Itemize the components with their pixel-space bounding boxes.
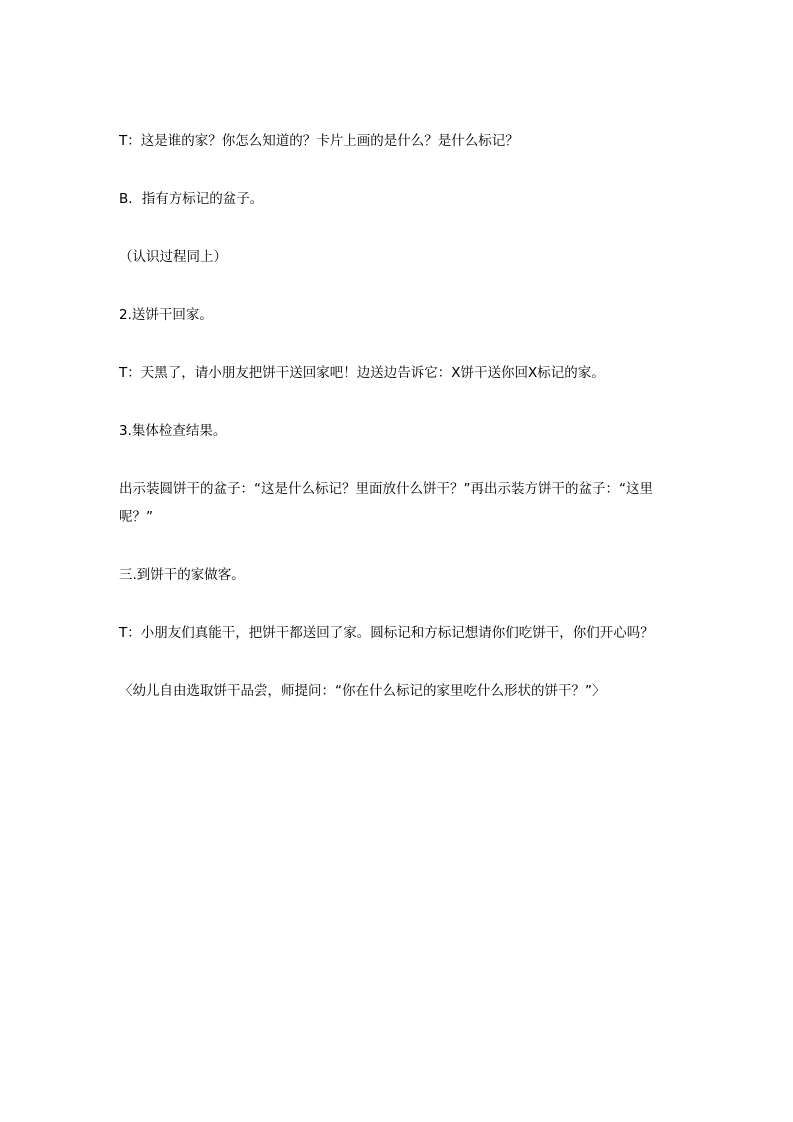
paragraph-invite-to-eat: T：小朋友们真能干，把饼干都送回了家。圆标记和方标记想请你们吃饼干，你们开心吗？ bbox=[119, 625, 654, 641]
paragraph-show-basins: 出示装圆饼干的盆子：“这是什么标记？里面放什么饼干？”再出示装方饼干的盆子：“这里呢？” bbox=[119, 481, 653, 525]
paragraph-square-mark-basin: B．指有方标记的盆子。 bbox=[119, 191, 264, 207]
paragraph-send-biscuits-home: T：天黑了，请小朋友把饼干送回家吧！边送边告诉它：X饼干送你回X标记的家。 bbox=[119, 365, 605, 381]
paragraph-section-3-heading: 三.到饼干的家做客。 bbox=[119, 567, 245, 583]
paragraph-question-whose-home: T：这是谁的家？你怎么知道的？卡片上画的是什么？是什么标记？ bbox=[119, 133, 519, 149]
paragraph-step-3-heading: 3.集体检查结果。 bbox=[119, 423, 227, 439]
paragraph-step-2-heading: 2.送饼干回家。 bbox=[119, 307, 213, 323]
paragraph-free-tasting: 〈幼儿自由选取饼干品尝，师提问：“你在什么标记的家里吃什么形状的饼干？”〉 bbox=[119, 683, 606, 699]
paragraph-same-process-note: （认识过程同上） bbox=[119, 249, 227, 265]
